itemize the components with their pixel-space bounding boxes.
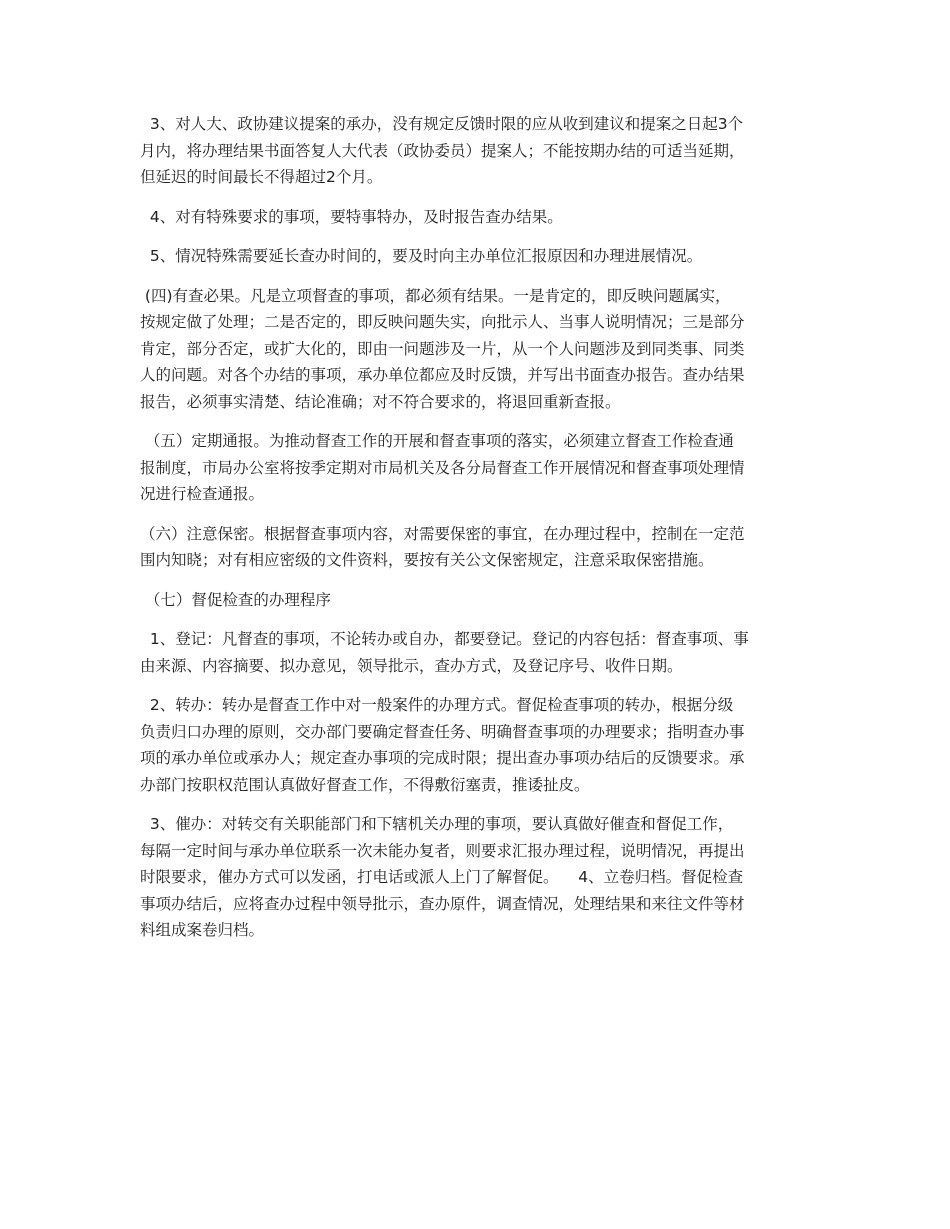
text-line: （五）定期通报。为推动督查工作的开展和督查事项的落实，必须建立督查工作检查通 [140,432,734,450]
text-line: 负责归口办理的原则，交办部门要确定督查任务、明确督查事项的办理要求；指明查办事 [140,722,745,741]
text-line: 月内，将办理结果书面答复人大代表（政协委员）提案人；不能按期办结的可适当延期， [140,141,745,160]
text-line: 况进行检查通报。 [140,485,265,503]
text-line: 4、对有特殊要求的事项，要特事特办，及时报告查办结果。 [140,207,563,226]
text-line: 2、转办：转办是督查工作中对一般案件的办理方式。督促检查事项的转办，根据分级 [140,696,734,714]
text-line: 1、登记：凡督查的事项，不论转办或自办，都要登记。登记的内容包括：督查事项、事 [140,630,749,648]
text-line: 料组成案卷归档。 [140,921,265,939]
paragraph [140,111,812,191]
text-line: (四)有查必果。凡是立项督查的事项，都必须有结果。一是肯定的，即反映问题属实， [140,286,731,305]
document-body [140,111,812,957]
paragraph [140,626,812,679]
text-line: 人的问题。对各个办结的事项，承办单位都应及时反馈，并写出书面查办报告。查办结果 [140,366,745,384]
paragraph [140,428,812,508]
paragraph [140,811,812,944]
text-line: （六）注意保密。根据督查事项内容，对需要保密的事宜，在办理过程中，控制在一定范 [140,524,745,543]
text-line: 报制度，市局办公室将按季定期对市局机关及各分局督查工作开展情况和督查事项处理情 [140,458,745,477]
text-line: 5、情况特殊需要延长查办时间的，要及时向主办单位汇报原因和办理进展情况。 [140,247,703,265]
text-line: 每隔一定时间与承办单位联系一次未能办复者，则要求汇报办理过程，说明情况，再提出 [140,841,745,860]
paragraph [140,692,812,798]
text-line: 肯定，部分否定，或扩大化的，即由一问题涉及一片，从一个人问题涉及到同类事、同类 [140,339,745,358]
text-line: 事项办结后，应将查办过程中领导批示，查办原件，调查情况，处理结果和来往文件等材 [140,894,745,913]
text-line: 办部门按职权范围认真做好督查工作，不得敷衍塞责，推诿扯皮。 [140,775,590,794]
paragraph [140,283,812,416]
text-line: 按规定做了处理；二是否定的，即反映问题失实，向批示人、当事人说明情况；三是部分 [140,313,745,331]
text-line: 但延迟的时间最长不得超过2个月。 [140,168,383,186]
text-line: 3、对人大、政协建议提案的承办，没有规定反馈时限的应从收到建议和提案之日起3个 [140,115,744,133]
text-line: 围内知晓；对有相应密级的文件资料，要按有关公文保密规定，注意采取保密措施。 [140,551,714,569]
paragraph [140,587,812,614]
paragraph [140,204,812,231]
text-line: 时限要求，催办方式可以发函，打电话或派人上门了解督促。 4、立卷归档。督促检查 [140,868,744,886]
paragraph [140,521,812,574]
text-line: 由来源、内容摘要、拟办意见，领导批示，查办方式，及登记序号、收件日期。 [140,656,683,675]
text-line: 3、催办：对转交有关职能部门和下辖机关办理的事项，要认真做好催查和督促工作， [140,815,734,833]
text-line: 项的承办单位或承办人；规定查办事项的完成时限；提出查办事项办结后的反馈要求。承 [140,749,745,767]
paragraph [140,243,812,270]
text-line: （七）督促检查的办理程序 [140,590,331,609]
text-line: 报告，必须事实清楚、结论准确；对不符合要求的，将退回重新查报。 [140,392,621,411]
